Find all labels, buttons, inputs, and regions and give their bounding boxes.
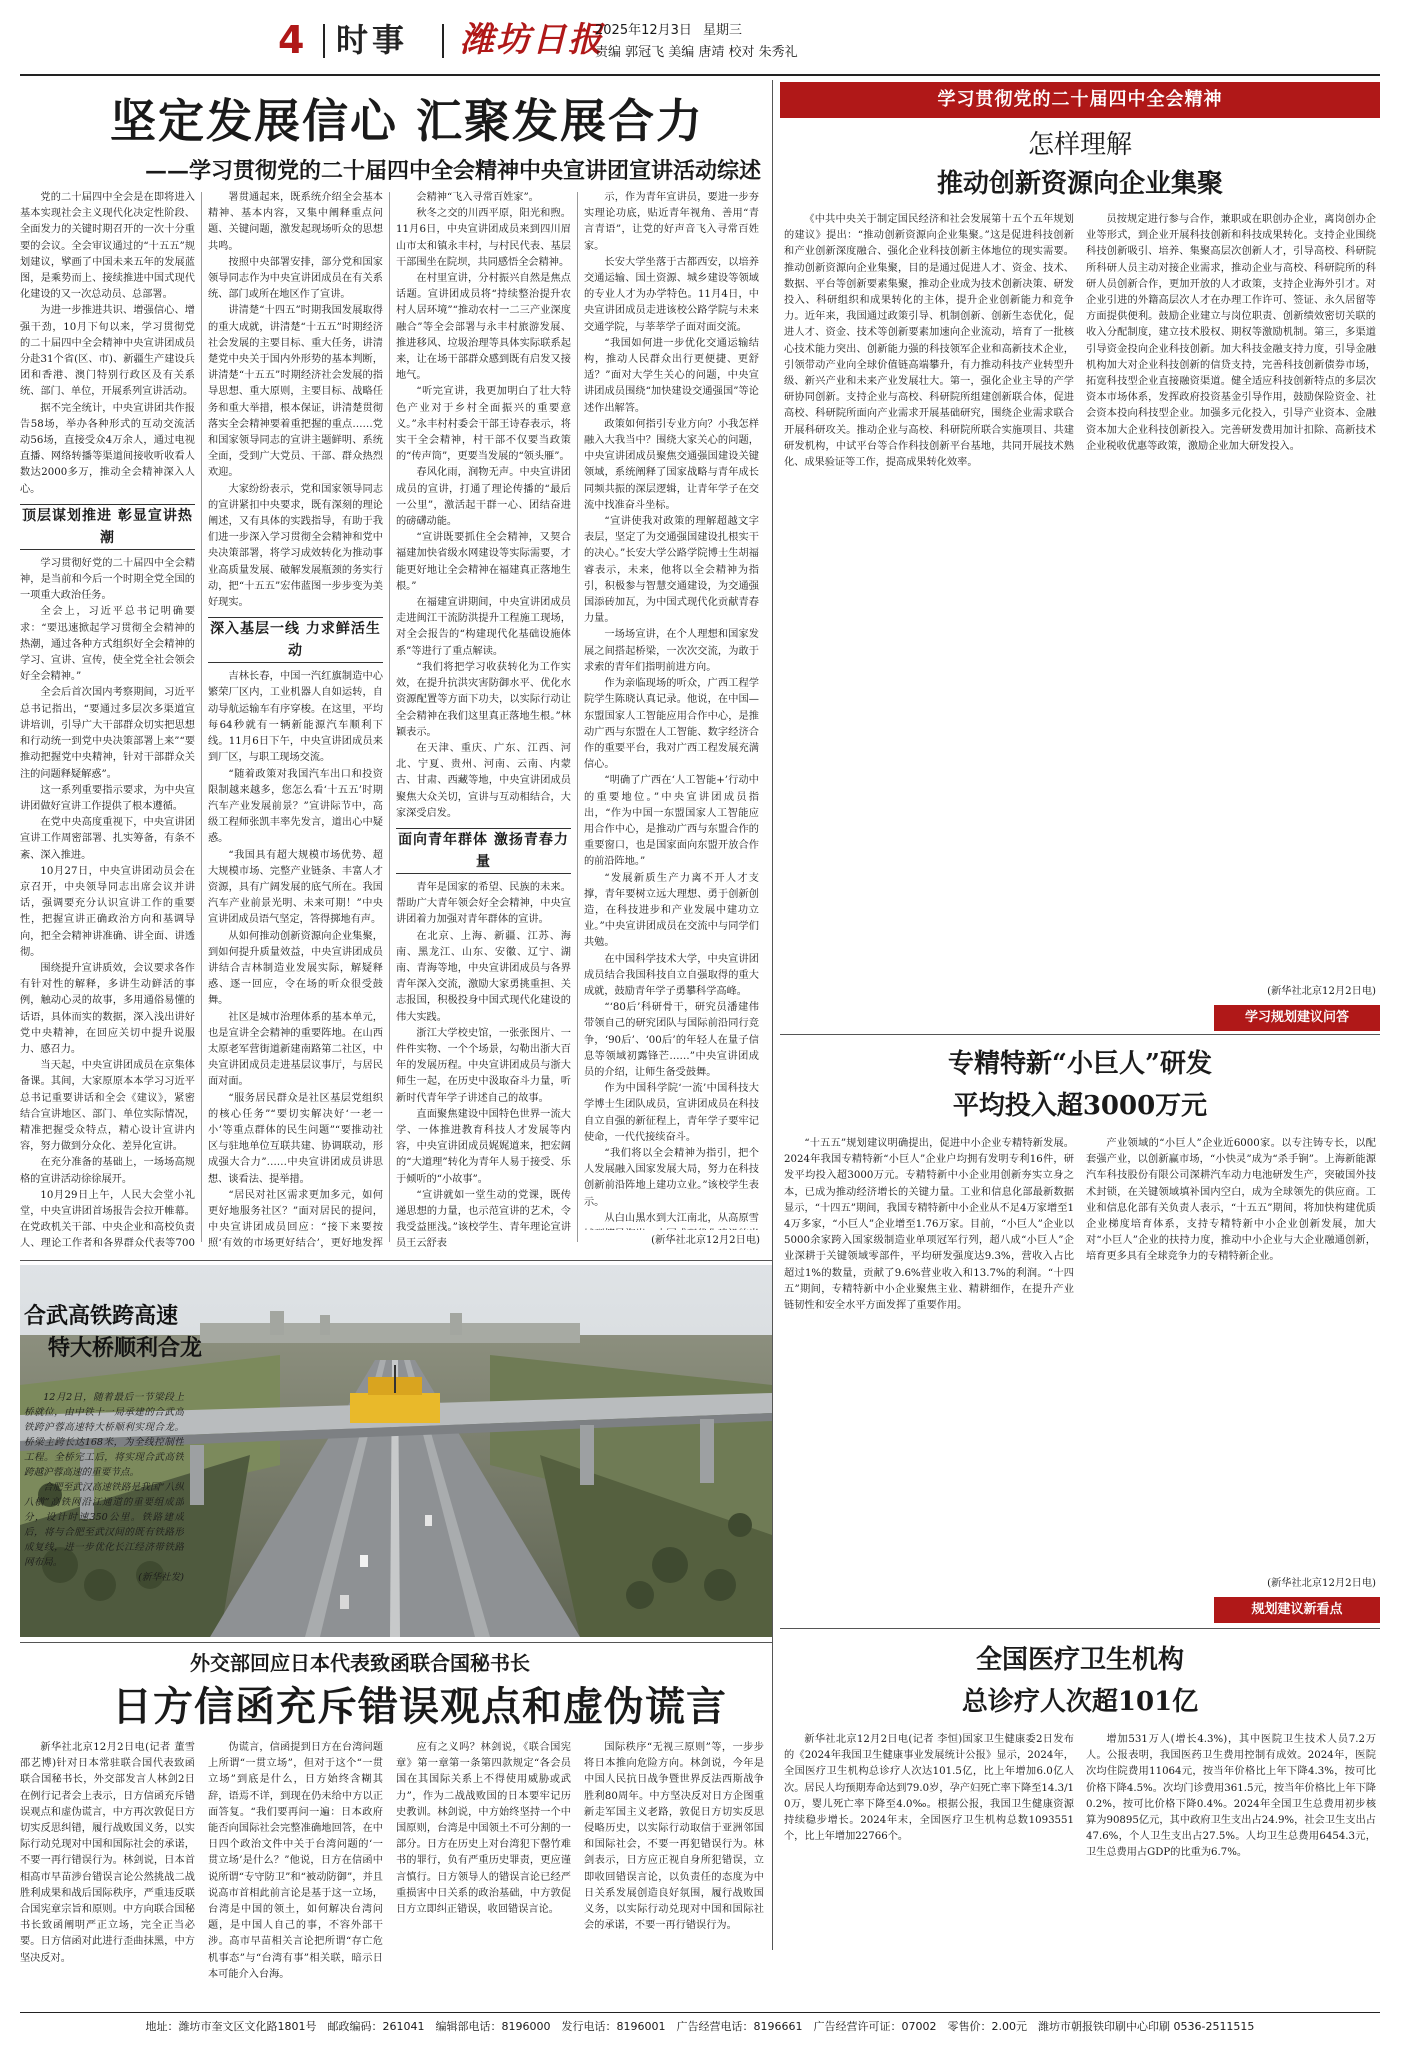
main-article-column-2: [208, 190, 383, 1250]
paragraph: “‘80后’科研骨干，研究员潘建伟带领自己的研究团队与国际前沿同行竞争，‘90后’、‘00后’的年轻人在量子信息等领域初露锋芒……”中央宣讲团成员的介绍，让师生备受鼓舞。: [584, 1002, 759, 1078]
right-article-3-title-1: 全国医疗卫生机构: [975, 1645, 1184, 1675]
paragraph: 学习贯彻好党的二十届四中全会精神，是当前和今后一个时期全党全国的一项重大政治任务。: [20, 557, 195, 602]
paragraph: “发展新质生产力离不开人才支撑，青年要树立远大理想、勇于创新创造，在科技进步和产业发展中建功立业。”中央宣讲团成员在交流中与同学们共勉。: [584, 872, 759, 949]
right-article-2-column-1: [784, 1136, 1074, 1576]
paragraph: 春风化雨，润物无声。中央宣讲团成员的宣讲，打通了理论传播的“最后一公里”，激活起干群一心、团结奋进的磅礴动能。: [396, 467, 571, 528]
qa-tag: 学习规划建议问答: [1214, 1005, 1380, 1031]
photo-article-title-line-2: 特大桥顺利合龙: [48, 1335, 203, 1361]
paragraph: 作为中国科学院‘一流’中国科技大学博士生团队成员，宣讲团成员在科技自立自强的新征程上，青年学子要牢记使命，一代代接续奋斗。: [584, 1083, 759, 1143]
paragraph: 10月27日，中央宣讲团动员会在京召开，中央领导同志出席会议并讲话，强调要充分认识宣讲工作的重要性，把握宣讲正确政治方向和基调导向，把全会精神讲准确、讲全面、讲透彻。: [20, 865, 195, 958]
paragraph: 直面聚焦建设中国特色世界一流大学、一体推进教育科技人才发展等内容，中央宣讲团成员娓娓道来，把宏阔的“大道理”转化为青年人易于接受、乐于倾听的“小故事”。: [396, 1108, 571, 1185]
paragraph: 讲清楚“十四五”时期我国发展取得的重大成就，讲清楚“十五五”时期经济社会发展的主要目标、重大任务，讲清楚党中央关于国内外形势的基本判断，讲清楚“十五五”时期经济社会发展的指导思想、重大原则，主要目标、战略任务和重大举措，根本保证，讲清楚贯彻落实全会精神要着重把握的重点……党和国家领导同志的宣讲主题鲜明、系统全面，受到广大党员、干部、群众热烈欢迎。: [208, 305, 383, 479]
paragraph: 当天起，中央宣讲团成员在京集体备课。其间，大家原原本本学习习近平总书记重要讲话和全会《建议》，紧密结合宣讲地区、部门、单位实际情况，精准把握受众特点，精心设计宣讲内容，努力做到分众化、差异化宣讲。: [20, 1060, 195, 1153]
right-article-2-title-2: 平均投入超3000万元: [952, 1091, 1208, 1121]
section-name: 时事: [336, 21, 409, 59]
page-number: 4: [278, 18, 305, 62]
diplomacy-column-1: [20, 1740, 195, 2000]
paragraph: 新华社北京12月2日电(记者 董雪 邵艺博)针对日本常驻联合国代表致函联合国秘书长，外交部发言人林剑2日在例行记者会上表示，日方信函充斥错误观点和虚伪谎言，中方再次敦促日方切实反思纠错，履行战败国义务，以实际行动兑现对中国和国际社会的承诺，不要一再行错误行为。林剑说，日本首相高市早苗涉台错误言论公然挑战二战胜利成果和战后国际秩序，严重违反联合国宪章宗旨和原则。中方向联合国秘书长致函阐明严正立场，完全正当必要。日方信函对此进行歪曲抹黑，中方坚决反对。: [20, 1742, 195, 1964]
paragraph: 青年是国家的希望、民族的未来。帮助广大青年领会好全会精神，中央宣讲团着力加强对青年群体的宣讲。: [396, 881, 571, 926]
paragraph: “十五五”规划建议明确提出，促进中小企业专精特新发展。2024年我国专精特新“小巨人”企业户均拥有发明专利16件，研发平均投入超3000万元。专精特新中小企业用创新夯实立身之本，已成为推动经济增长的关键力量。工业和信息化部最新数据显示，“十四五”期间，我国专精特新中小企业从不足4万家增至14万多家，“小巨人”企业增至1.76万家。目前，“小巨人”企业以5000余家跨入国家级制造业单项冠军行列，超八成“小巨人”企业深耕于关键领域零部件，平均研发强度达9.3%，营收入占比超过1%的数量，贡献了9.6%营业收入和13.7%的利润。“十四五”期间，专精特新中小企业聚焦主业、精耕细作，在提升产业链韧性和安全水平方面发挥了重要作用。: [784, 1138, 1074, 1312]
paragraph: 大家纷纷表示，党和国家领导同志的宣讲紧扣中央要求，既有深刻的理论阐述，又有具体的实践指导，有助于我们进一步深入学习贯彻全会精神和党中央决策部署，将学习成效转化为推动事业高质量发展、破解发展瓶颈的务实行动，把“十五五”宏伟蓝图一步步变为美好现实。: [208, 483, 383, 609]
paragraph: 据不完全统计，中央宣讲团共作报告58场，举办各种形式的互动交流活动56场，直接受众4万余人，通过电视直播、网络转播等渠道间接收听收看人数达2000多万，推动全会精神深入人心。: [20, 402, 195, 495]
paragraph: 在党中央高度重视下，中央宣讲团宣讲工作周密部署、扎实筹备，有条不紊、深入推进。: [20, 817, 195, 861]
right-article-3-title-2: 总诊疗人次超101亿: [961, 1687, 1199, 1717]
diplomacy-kicker: 外交部回应日本代表致函联合国秘书长: [190, 1651, 530, 1675]
paragraph: 党的二十届四中全会是在即将进入基本实现社会主义现代化决定性阶段、全面发力的关键时期召开的一次十分重要的会议。全会审议通过的“十五五”规划建议，擘画了中国未来五年的发展蓝图，是乘势而上、接续推进中国式现代化建设的又一次总动员、总部署。: [20, 192, 195, 301]
section-subheading: 顶层谋划推进 彰显宣讲热潮: [20, 504, 195, 550]
diplomacy-column-2: [208, 1740, 383, 2000]
paragraph: “我国如何进一步优化交通运输结构，推动人民群众出行更便捷、更舒适？”面对大学生关心的问题，中央宣讲团成员围绕“加快建设交通强国”等论述作出解答。: [584, 337, 759, 414]
paragraph: 政策如何指引专业方向？小我怎样融入大我当中？围绕大家关心的问题，中央宣讲团成员聚焦交通强国建设关键领域，系统阐释了国家战略与青年成长同频共振的深层逻辑，让青年学子在交流中找准奋斗坐标。: [584, 418, 759, 511]
column-divider: [389, 192, 390, 1242]
paragraph: 吉林长春，中国一汽红旗制造中心繁荣厂区内，工业机器人自如运转，自动导航运输车有序穿梭。在这里，平均每64秒就有一辆新能源汽车顺利下线。11月6日下午，中央宣讲团成员来到厂区，与职工现场交流。: [208, 671, 383, 764]
paragraph: 从白山黑水到大江南北，从高原雪: [604, 1212, 759, 1224]
paragraph: 新华社北京12月2日电(记者 李恒)国家卫生健康委2日发布的《2024年我国卫生健康事业发展统计公报》显示，2024年，全国医疗卫生机构总诊疗人次达101.5亿，比上年增加6.0亿人次。居民人均预期寿命达到79.0岁，孕产妇死亡率下降至14.3/10万，婴儿死亡率下降至4.0‰。根据公报，我国卫生健康资源持续稳步增长。2024年末，全国医疗卫生机构总数1093551个，比上年增加22766个。: [784, 1734, 1074, 1843]
right-article-2-credit: (新华社北京12月2日电): [1267, 1578, 1376, 1589]
paragraph: 员按规定进行参与合作，兼职或在职创办企业，离岗创办企业等形式，到企业开展科技创新和科技成果转化。支持企业围绕科技创新吸引、培养、集聚高层次创新人才，引导高校、科研院所科研人员主动对接企业需求，推动企业与高校、科研院所的科研人员创新合作，更加开放的人才政策，支持企业海外引才。对企业引进的外籍高层次人才在办理工作许可、签证、永久居留等方面提供便利。鼓励企业建立与岗位职责、创新绩效密切关联的收入分配制度，建立技术股权、期权等激励机制。第三，多渠道引导资金投向企业科技创新。加大科技金融支持力度，引导金融机构加大对企业科技创新的信贷支持，完善科技创新债券市场，拓宽科技型企业直接融资渠道。健全适应科技创新特点的多层次资本市场体系，发挥政府投资基金引导作用，鼓励保险资金、社会资本投向科技型企业。加强多元化投入，引导产业资本、金融资本加大企业科技创新投入。完善研发费用加计扣除、高新技术企业税收优惠等政策，激励企业加大研发投入。: [1086, 214, 1376, 452]
right-article-1-column-1: [784, 212, 1074, 1007]
main-subheadline: ——学习贯彻党的二十届四中全会精神中央宣讲团宣讲活动综述: [145, 158, 762, 184]
photo-section-rule: [20, 1260, 772, 1261]
caption-paragraph: 合肥至武汉高速铁路是我国“八纵八横”高铁网沿江通道的重要组成部分，设计时速350公里。铁路建成后，将与合肥至武汉间的既有铁路形成复线，进一步优化长江经济带铁路网布局。: [24, 1482, 184, 1568]
paragraph: “服务居民群众是社区基层党组织的核心任务”“要切实解决好‘一老一小’等重点群体的民生问题”“要推动社区与驻地单位互联共建、协调联动，形成强大合力”……中央宣讲团成员讲思想、谈看法、提举措。: [208, 1092, 383, 1185]
footer-rule: [20, 2012, 1380, 2013]
paragraph: 应有之义吗？林剑说，《联合国宪章》第一章第一条第四款规定“各会员国在其国际关系上不得使用威胁或武力”，作为二战战败国的日本要牢记历史教训。林剑说，中方始终坚持一个中国原则，台湾是中国领土不可分割的一部分。日方在历史上对台湾犯下罄竹难书的罪行，负有严重历史罪责，更应谨言慎行。日方领导人的错误言论已经严重损害中日关系的政治基础，中方敦促日方立即纠正错误，收回错误言论。: [396, 1742, 571, 1916]
paragraph: “听完宣讲，我更加明白了壮大特色产业对于乡村全面振兴的重要意义。”永丰村村委会干部王诗春表示，将实干全会精神，村干部不仅要当政策的“传声筒”，更要当发展的“领头雁”。: [396, 386, 571, 463]
right-article-2-column-2: [1086, 1136, 1376, 1576]
paragraph: 产业领域的“小巨人”企业近6000家。以专注铸专长，以配套强产业，以创新赢市场，“小快灵”成为“杀手锏”。上海新能源汽车科技股份有限公司深耕汽车动力电池研发生产，突破国外技术封锁，在关键领域填补国内空白，成为全球领先的供应商。工业和信息化部有关负责人表示，“十五五”期间，将加快构建优质企业梯度培育体系，支持专精特新中小企业创新发展，加大对“小巨人”企业的扶持力度，推动中小企业与大企业融通创新，培育更多具有全球竞争力的专精特新企业。: [1086, 1138, 1376, 1263]
right-article-1-column-2: [1086, 212, 1376, 982]
footer-info: 地址：潍坊市奎文区文化路1801号 邮政编码：261041 编辑部电话：8196000 发行电话：8196001 广告经营电话：8196661 广告经营许可证：07002 零售价：2.00元 潍坊市朝报铁印刷中心印刷 0536-2511515: [145, 2020, 1255, 2033]
paragraph: “宣讲使我对政策的理解超越文字表层，坚定了为交通强国建设扎根实干的决心。”长安大学公路学院博士生胡福睿表示，未来，他将以全会精神为指引，积极参与智慧交通建设，为交通强国添砖加瓦，为中国式现代化贡献青春力量。: [584, 516, 759, 625]
paragraph: 围绕提升宣讲质效，会议要求各作有针对性的解释，多讲生动鲜活的事例，触动心灵的故事，多用通俗易懂的话语，具体而实的数据，深入浅出讲好党中央精神，在回应关切中提升说服力、感召力。: [20, 962, 195, 1055]
paragraph: 从如何推动创新资源向企业集聚，到如何提升质量效益，中央宣讲团成员讲结合吉林制造业发展实际，解疑释惑、逐一回应，令在场的听众很受鼓舞。: [208, 930, 383, 1007]
masthead: [20, 10, 1380, 72]
paragraph: 在充分准备的基础上，一场场高规格的宣讲活动徐徐展开。: [20, 1157, 195, 1185]
issue-weekday: 星期三: [703, 23, 743, 38]
paragraph: “明确了广西在‘人工智能+’行动中的重要地位。”中央宣讲团成员指出，“作为中国一东盟国家人工智能应用合作中心，是推动广西与东盟合作的重要窗口，也是国家面向东盟开放合作的前沿阵地。”: [584, 775, 759, 868]
paragraph: 《中共中央关于制定国民经济和社会发展第十五个五年规划的建议》提出：“推动创新资源向企业集聚。”这是促进科技创新和产业创新深度融合、强化企业科技创新主体地位的现实需要。推动创新资源向企业集聚，目的是通过促进人才、资金、技术、数据、平台等创新要素集聚，推动企业成为技术创新决策、研发投入、科研组织和成果转化的主体，提升企业创新能力和竞争力。近年来，我国通过政策引导、机制创新、创新生态优化，促进人才、资金、技术等创新要素加速向企业流动，培育了一批核心技术能力突出、创新能力强的科技领军企业和高新技术企业，引领带动产业向全球价值链高端攀升，有力推动科技产业转型升级、新兴产业和未来产业发展壮大。第一，强化企业主导的产学研协同创新。支持企业与高校、科研院所组建创新联合体，促进高校、科研院所面向产业需求开展基础研究，围绕企业需求联合开展科研攻关。推动企业与高校、科研院所联合实施项目、共建研发机构，中试平台等合作科技创新平台基地，共同开展技术熟化、成果验证等工作，提高成果转化效率。: [784, 214, 1074, 469]
header-divider-2: [442, 24, 444, 58]
main-article-column-1: [20, 190, 195, 1250]
paragraph: “我们将把学习收获转化为工作实效，在提升抗洪灾害防御水平、优化水资源配置等方面下功夫，以实际行动让全会精神在我们这里真正落地生根。”林颖表示。: [396, 661, 571, 738]
photo-caption: [24, 1390, 184, 1628]
paragraph: 增加531万人(增长4.3%)，其中医院卫生技术人员7.2万人。公报表明，我国医药卫生费用控制有成效。2024年，医院次均住院费用11064元，按当年价格比上年下降4.3%，按可比价格下降4.5%。次均门诊费用361.5元，按当年价格比上年下降0.2%，按可比价格下降0.4%。2024年全国卫生总费用初步核算为90895亿元，其中政府卫生支出占24.9%，社会卫生支出占47.6%，个人卫生支出占27.5%。人均卫生总费用6454.3元，卫生总费用占GDP的比重为6.7%。: [1086, 1734, 1376, 1859]
header-divider: [323, 24, 325, 58]
right-article-2-title-1: 专精特新“小巨人”研发: [948, 1049, 1212, 1079]
paragraph: 秋冬之交的川西平原，阳光和煦。11月6日，中央宣讲团成员来到四川眉山市太和镇永丰村，与村民代表、基层干部围坐在院坝，共同感悟全会精神。: [396, 208, 571, 268]
diplomacy-column-3: [396, 1740, 571, 2000]
main-article-column-4: [584, 190, 759, 1230]
right-article-1-title-1: 怎样理解: [1027, 130, 1132, 160]
right-article-3-column-2: [1086, 1732, 1376, 2002]
diplomacy-section-rule: [20, 1642, 772, 1643]
diplomacy-column-4: [584, 1740, 764, 2000]
right-article-3-column-1: [784, 1732, 1074, 2002]
paragraph: 全会上，习近平总书记明确要求：“要迅速掀起学习贯彻全会精神的热潮，通过各种方式组织好全会精神的学习、宣讲、宣传，使全党全社会领会好全会精神。”: [20, 606, 195, 683]
right-article-1-credit: (新华社北京12月2日电): [1267, 986, 1376, 997]
right-column-divider: [772, 80, 773, 1950]
paragraph: 示，作为青年宣讲员，要进一步夯实理论功底，贴近青年视角、善用“青言青语”，让党的好声音飞入寻常百姓家。: [584, 192, 759, 252]
main-article-credit: (新华社北京12月2日电): [651, 1235, 760, 1246]
paragraph: 社区是城市治理体系的基本单元，也是宣讲全会精神的重要阵地。在山西太原老军营街道新建南路第二社区，中央宣讲团成员走进基层议事厅，与居民面对面。: [208, 1011, 383, 1088]
caption-paragraph: 12月2日，随着最后一节梁段上桥就位，由中铁十一局承建的合武高铁跨沪蓉高速特大桥顺利实现合龙。桥梁主跨长达168米，为全线控制性工程。全桥完工后，将实现合武高铁跨越沪蓉高速的重要节点。: [24, 1392, 184, 1478]
paragraph: 在中国科学技术大学，中央宣讲团成员结合我国科技自立自强取得的重大成就，鼓励青年学子勇攀科学高峰。: [584, 953, 759, 997]
column-divider: [201, 192, 202, 1242]
editor-credits: 责编 郭冠飞 美编 唐靖 校对 朱秀礼: [595, 45, 798, 60]
right-article-1-title-2: 推动创新资源向企业集聚: [936, 169, 1223, 199]
paragraph: “居民对社区需求更加多元，如何更好地服务社区？”面对居民的提问，中央宣讲团成员回应：“接下来要按照‘有效的市场更好结合’，更好地发挥: [208, 1189, 383, 1250]
paragraph: 长安大学坐落于古都西安，以培养交通运输、国土资源、城乡建设等领域的专业人才为办学特色。11月4日，中央宣讲团成员走进该校公路学院与未来交通学院，与莘莘学子面对面交流。: [584, 256, 759, 333]
paragraph: 在天津、重庆、广东、江西、河北、宁夏、贵州、河南、云南、内蒙古、甘肃、西藏等地，中央宣讲团成员聚焦大众关切，宣讲与互动相结合，大家深受启发。: [396, 742, 571, 819]
paragraph: 浙江大学校史馆，一张张图片、一件件实物、一个个场景，勾勒出浙大百年的发展历程。中央宣讲团成员与浙大师生一起，在历史中汲取奋斗力量，听新时代青年学子讲述自己的故事。: [396, 1027, 571, 1104]
paragraph: 10月29日上午，人民大会堂小礼堂，中央宣讲团首场报告会拉开帷幕。在党政机关干部、中央企业和高校负责人、理论工作者和各界群众代表等700: [20, 1189, 195, 1250]
photo-article-title-line-1: 合武高铁跨高速: [24, 1303, 179, 1329]
paragraph: 全会后首次国内考察期间，习近平总书记指出，“要通过多层次多渠道宣讲培训，引导广大干部群众切实把思想和行动统一到党中央决策部署上来”“要推动把握党中央精神，针对干部群众关注的问题释疑解惑”。: [20, 687, 195, 780]
paragraph: 在村里宣讲，分村振兴自然是焦点话题。宣讲团成员将“持续整治提升农村人居环境”“推动农村一二三产业深度融合”等全会部署与永丰村旅游发展、推进移风、垃圾治理等具体实际联系起来，让在场干部群众感到既有启发又接地气。: [396, 273, 571, 382]
paragraph: 一场场宣讲，在个人理想和国家发展之间搭起桥梁，一次次交流，为敢于求索的青年们指明前进方向。: [584, 629, 759, 673]
section-subheading: 面向青年群体 激扬青春力量: [396, 828, 571, 874]
main-article-column-3: [396, 190, 571, 1250]
issue-date: 2025年12月3日: [595, 23, 692, 38]
paragraph: “我国具有超大规模市场优势、超大规模市场、完整产业链条、丰富人才资源，具有广阔发展的底气所在。我国汽车产业前景光明、未来可期！”中央宣讲团成员语气坚定，答得掷地有声。: [208, 849, 383, 926]
paragraph: “随着政策对我国汽车出口和投资限制越来越多，您怎么看‘十五五’时期汽车产业发展前景？”宣讲际节中，高级工程师张凯丰率先发言，道出心中疑惑。: [208, 768, 383, 845]
right-article-rule-2: [780, 1628, 1380, 1629]
section-banner: 学习贯彻党的二十届四中全会精神: [780, 82, 1380, 118]
section-subheading: 深入基层一线 力求鲜活生动: [208, 617, 383, 663]
column-divider: [577, 192, 578, 1242]
paragraph: 在福建宣讲期间，中央宣讲团成员走进闽江干流防洪提升工程施工现场，对全会报告的“构建现代化基础设施体系”等进行了重点解读。: [396, 597, 571, 657]
paragraph: “宣讲既要抓住全会精神，又契合福建加快省级水网建设等实际需要，才能更好地让全会精神在福建真正落地生根。”: [396, 532, 571, 592]
paragraph: 这一系列重要指示要求，为中央宣讲团做好宣讲工作提供了根本遵循。: [20, 784, 195, 812]
paragraph: 在北京、上海、新疆、江苏、海南、黑龙江、山东、安徽、辽宁、湖南、青海等地，中央宣讲团成员与各界青年深入交流，激励大家勇挑重担、关志报国，积极投身中国式现代化建设的伟大实践。: [396, 930, 571, 1023]
main-headline: 坚定发展信心 汇聚发展合力: [110, 94, 705, 148]
paragraph: 伪谎言，信函提到日方在台湾问题上所谓“一贯立场”，但对于这个“一贯立场”到底是什么，日方始终含糊其辞，语焉不详，到现在仍未给中方以正面答复。“我们要再问一遍：日本政府能否向国际社会完整准确地回答，在中日四个政治文件中关于台湾问题的‘一贯立场’是什么？”他说，日方在信函中说所谓“专守防卫”和“被动防御”，并且说高市首相此前言论是基于这一立场，台湾是中国的领土，如何解决台湾问题，是中国人自己的事，不容外部干涉。高市早苗相关言论把所谓“存亡危机事态”与“台湾有事”相关联，暗示日本可能介入台海。: [208, 1742, 383, 1980]
paragraph: 国际秩序“无视三原则”等，一步步将日本推向危险方向。林剑说，今年是中国人民抗日战争暨世界反法西斯战争胜利80周年。中方坚决反对日方企图重新走军国主义老路，敦促日方切实反思侵略历史，以实际行动取信于亚洲邻国和国际社会，不要一再犯错误行为。林剑表示，日方应正视自身所犯错误，立即收回错误言论，以负责任的态度为中日关系发展创造良好氛围，履行战败国义务，以实际行动兑现对中国和国际社会的承诺，不要一再行错误行为。: [584, 1742, 764, 1932]
paragraph: 署贯通起来，既系统介绍全会基本精神、基本内容，又集中阐释重点问题、关键问题，激发起现场听众的思想共鸣。: [208, 192, 383, 252]
header-rule: [20, 74, 1380, 76]
paragraph: “宣讲就如一堂生动的党课，既传递思想的力量，也示范宣讲的艺术，令我受益匪浅。”该校学生、青年理论宣讲员王云舒表: [396, 1189, 571, 1250]
diplomacy-headline: 日方信函充斥错误观点和虚伪谎言: [112, 1683, 727, 1730]
paragraph: “我们将以全会精神为指引，把个人发展融入国家发展大局，努力在科技创新前沿阵地上建功立业。”该校学生表示。: [584, 1147, 759, 1208]
paper-logo: 潍坊日报: [460, 20, 604, 60]
photo-credit: (新华社发): [138, 1572, 184, 1583]
right-article-rule: [780, 1034, 1380, 1035]
paragraph: 为进一步推进共识、增强信心、增强干劲，10月下旬以来，学习贯彻党的二十届四中全会精神中央宣讲团成员分赴31个省(区、市)、新疆生产建设兵团和香港、澳门特别行政区及有关系统、部门、单位，开展系列宣讲活动。: [20, 305, 195, 398]
paragraph: 按照中央部署安排，部分党和国家领导同志作为中央宣讲团成员在有关系统、部门或所在地区作了宣讲。: [208, 256, 383, 301]
paragraph: 作为亲临现场的听众，广西工程学院学生陈晓认真记录。他说，在中国—东盟国家人工智能应用合作中心，是推动广西与东盟在人工智能、数字经济合作的重要平台，我对广西工程发展充满信心。: [584, 678, 759, 771]
paragraph: 会精神“飞入寻常百姓家”。: [416, 192, 539, 203]
new-highlights-tag: 规划建议新看点: [1214, 1597, 1380, 1623]
